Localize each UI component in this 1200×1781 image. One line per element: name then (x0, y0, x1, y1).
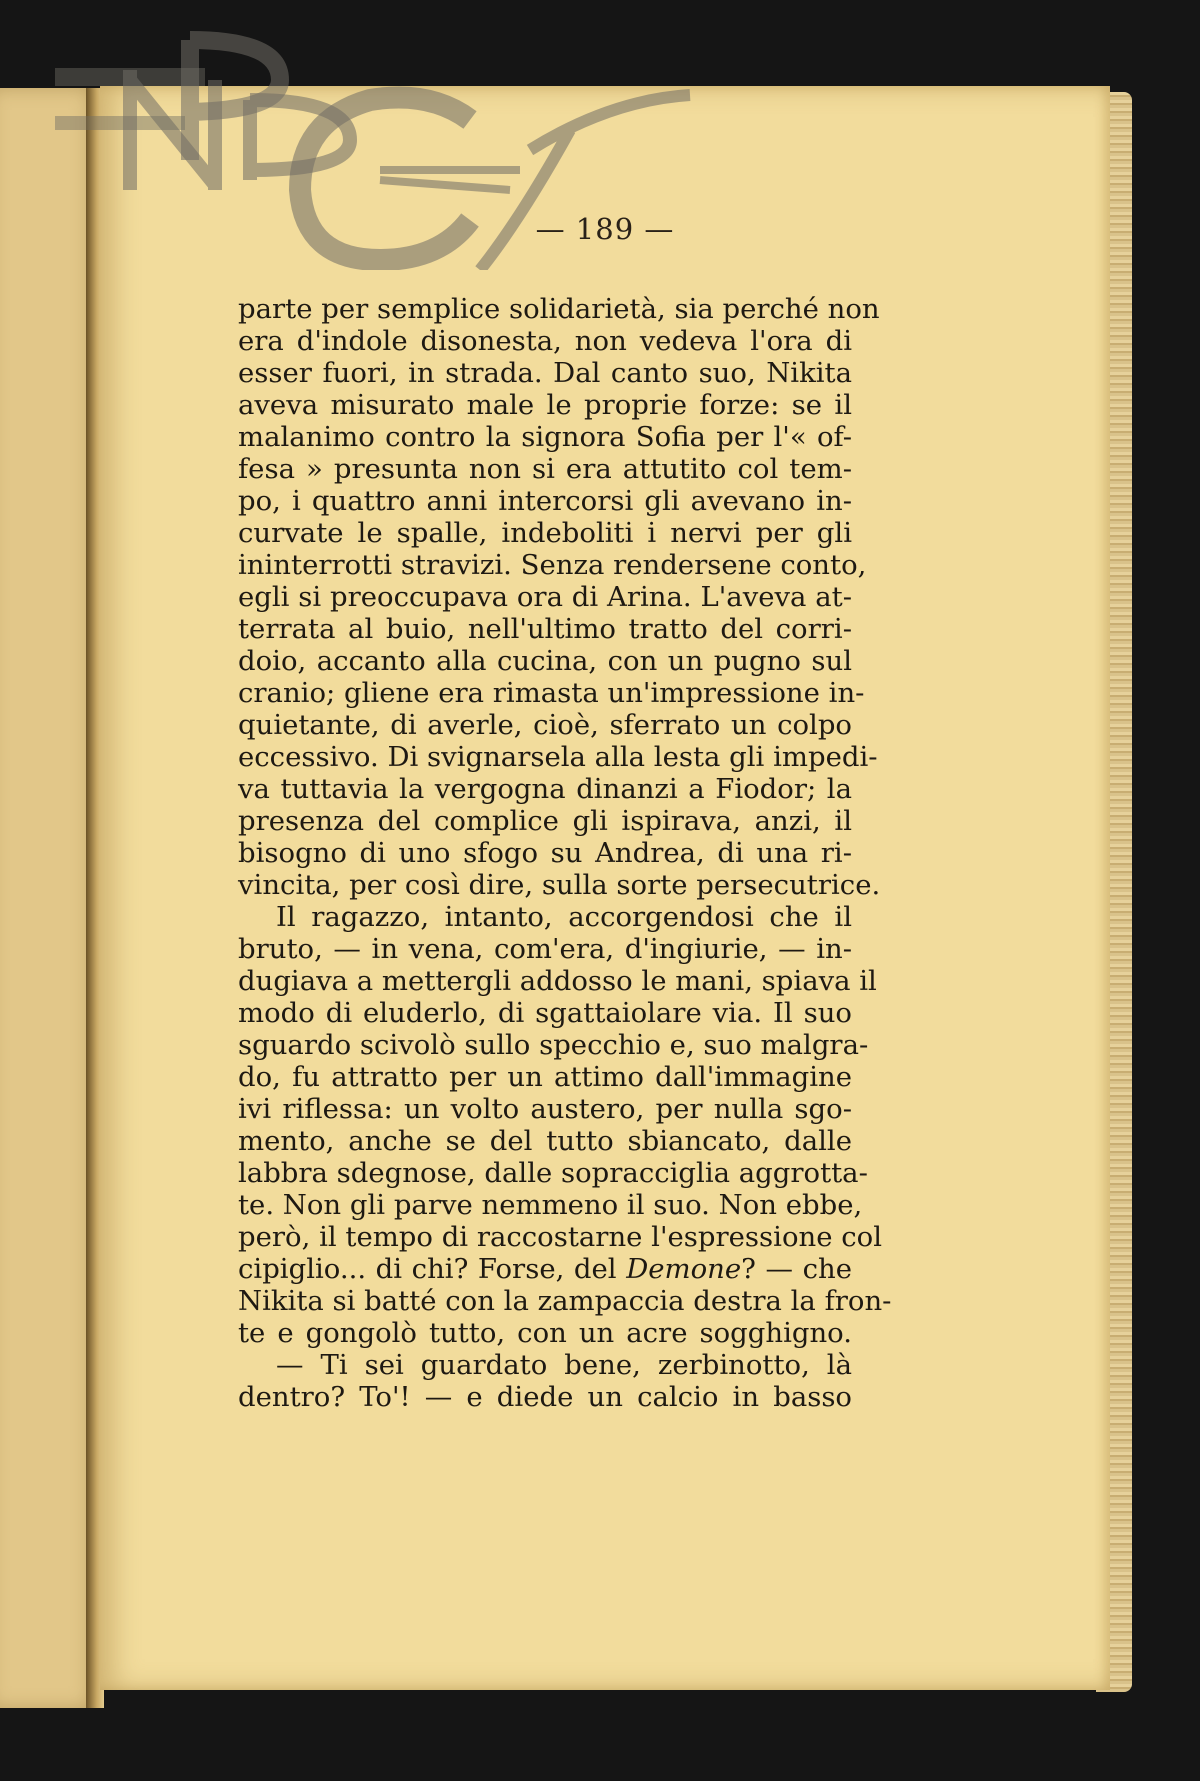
text-line: era d'indole disonesta, non vedeva l'ora di (238, 325, 852, 357)
text-line: egli si preoccupava ora di Arina. L'aveva at- (238, 581, 852, 613)
text-line: modo di eluderlo, di sgattaiolare via. Il suo (238, 997, 852, 1029)
text-line: dugiava a mettergli addosso le mani, spiava il (238, 965, 877, 997)
text-line: te e gongolò tutto, con un acre sogghigno. (238, 1317, 852, 1349)
text-line: quietante, di averle, cioè, sferrato un colpo (238, 709, 852, 741)
text-line: sguardo scivolò sullo specchio e, suo malgra- (238, 1029, 869, 1061)
text-line: labbra sdegnose, dalle sopracciglia aggrotta- (238, 1157, 868, 1189)
text-line: doio, accanto alla cucina, con un pugno sul (238, 645, 852, 677)
text-line: cranio; gliene era rimasta un'impressione in- (238, 677, 865, 709)
text-line: terrata al buio, nell'ultimo tratto del corri- (238, 613, 852, 645)
text-line: vincita, per così dire, sulla sorte persecutrice. (238, 869, 881, 901)
text-line: te. Non gli parve nemmeno il suo. Non ebbe, (238, 1189, 863, 1221)
text-line: ivi riflessa: un volto austero, per nulla sgo- (238, 1093, 852, 1125)
text-line: do, fu attratto per un attimo dall'immagine (238, 1061, 852, 1093)
left-page-edge (0, 88, 100, 1708)
text-line: esser fuori, in strada. Dal canto suo, Nikita (238, 357, 852, 389)
text-line: però, il tempo di raccostarne l'espressione col (238, 1221, 882, 1253)
text-line: curvate le spalle, indeboliti i nervi per gli (238, 517, 852, 549)
text-line: va tuttavia la vergogna dinanzi a Fiodor; la (238, 773, 852, 805)
text-line: po, i quattro anni intercorsi gli avevano in- (238, 485, 852, 517)
text-line: aveva misurato male le proprie forze: se il (238, 389, 852, 421)
text-line: malanimo contro la signora Sofia per l'« of- (238, 421, 852, 453)
text-line: dentro? To'! — e diede un calcio in basso (238, 1381, 852, 1413)
text-line: Il ragazzo, intanto, accorgendosi che il (276, 901, 852, 933)
text-line: presenza del complice gli ispirava, anzi, il (238, 805, 852, 837)
body-text (238, 293, 892, 1413)
text-line: bisogno di uno sfogo su Andrea, di una ri- (238, 837, 852, 869)
text-line: bruto, — in vena, com'era, d'ingiurie, — in- (238, 933, 852, 965)
page-number: — 189 — (535, 212, 675, 246)
text-line: cipiglio... di chi? Forse, del Demone? — che (238, 1253, 852, 1285)
text-line: — Ti sei guardato bene, zerbinotto, là (276, 1349, 852, 1381)
text-line: fesa » presunta non si era attutito col tem- (238, 453, 852, 485)
text-line: mento, anche se del tutto sbiancato, dalle (238, 1125, 852, 1157)
text-line: ininterrotti stravizi. Senza rendersene conto, (238, 549, 867, 581)
text-line: eccessivo. Di svignarsela alla lesta gli impedi- (238, 741, 878, 773)
text-line: Nikita si batté con la zampaccia destra la fron- (238, 1285, 892, 1317)
text-line: parte per semplice solidarietà, sia perché non (238, 293, 880, 325)
